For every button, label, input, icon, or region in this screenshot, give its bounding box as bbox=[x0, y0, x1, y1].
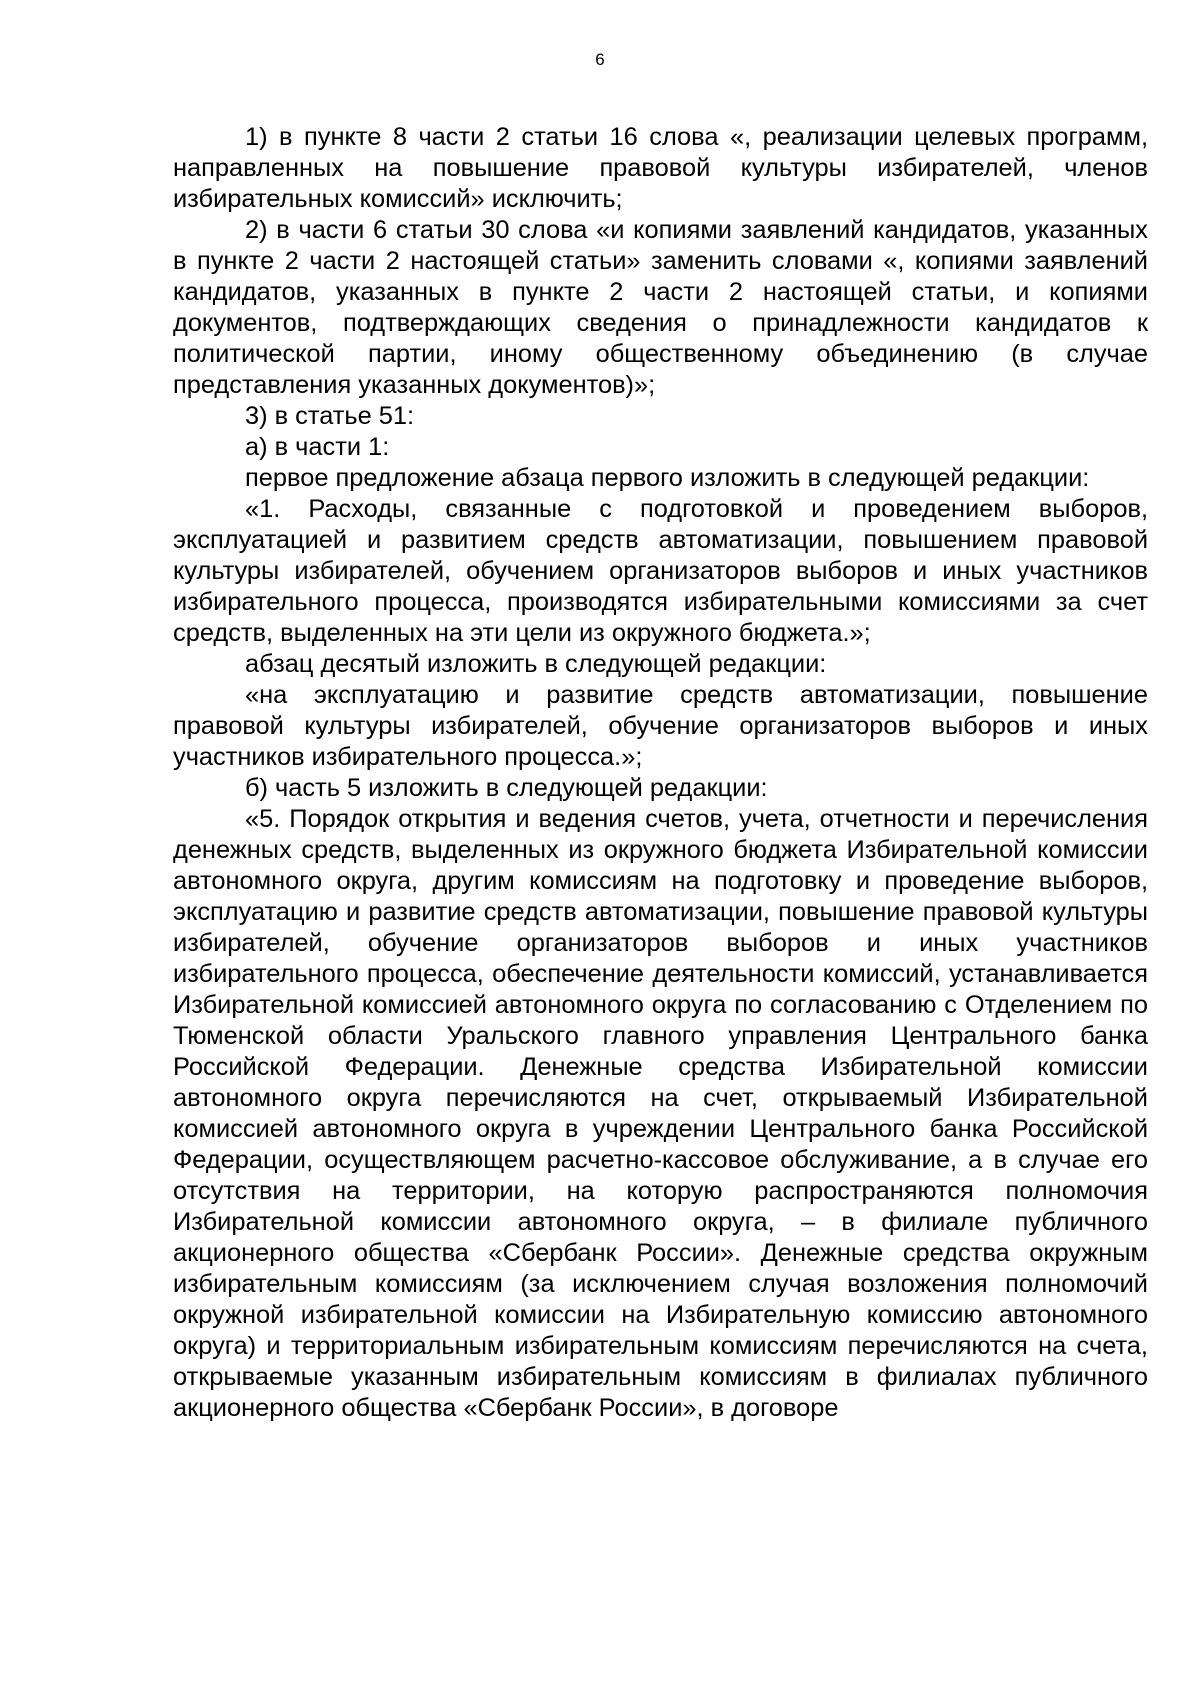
paragraph-item-4: а) в части 1: bbox=[245, 433, 390, 461]
paragraph-item-9: б) часть 5 изложить в следующей редакции: bbox=[245, 774, 768, 802]
paragraph-item-3: 3) в статье 51: bbox=[245, 402, 415, 430]
paragraph-item-1: 1) в пункте 8 части 2 статьи 16 слова «, реализации целевых программ, направленных на повышение правовой культуры избирателей, членов избирательных комиссий» исключить; bbox=[173, 123, 1148, 213]
paragraph-item-7: абзац десятый изложить в следующей редакции: bbox=[245, 650, 827, 678]
document-body bbox=[173, 122, 1148, 1424]
paragraph-item-5: первое предложение абзаца первого изложить в следующей редакции: bbox=[245, 464, 1090, 492]
paragraph-item-6: «1. Расходы, связанные с подготовкой и проведением выборов, эксплуатацией и развитием средств автоматизации, повышением правовой культуры избирателей, обучением организаторов выборов и иных участников избирательного процесса, производятся избирательными комиссиями за счет средств, выделенных на эти цели из окружного бюджета.»; bbox=[173, 495, 1148, 647]
page-number: 6 bbox=[595, 50, 605, 69]
paragraph-item-10: «5. Порядок открытия и ведения счетов, учета, отчетности и перечисления денежных средств, выделенных из окружного бюджета Избирательной комиссии автономного округа, другим комиссиям на подготовку и проведение выборов, эксплуатацию и развитие средств автоматизации, повышение правовой культуры избирателей, обучение организаторов выборов и иных участников избирательного процесса, обеспечение деятельности комиссий, устанавливается Избирательной комиссией автономного округа по согласованию с Отделением по Тюменской области Уральского главного управления Центрального банка Российской Федерации. Денежные средства Избирательной комиссии автономного округа перечисляются на счет, открываемый Избирательной комиссией автономного округа в учреждении Центрального банка Российской Федерации, осуществляющем расчетно-кассовое обслуживание, а в случае его отсутствия на территории, на которую распространяются полномочия Избирательной комиссии автономного округа, – в филиале публичного акционерного общества «Сбербанк России». Денежные средства окружным избирательным комиссиям (за исключением случая возложения полномочий окружной избирательной комиссии на Избирательную комиссию автономного округа) и территориальным избирательным комиссиям перечисляются на счета, открываемые указанным избирательным комиссиям в филиалах публичного акционерного общества «Сбербанк России», в договоре bbox=[173, 805, 1148, 1422]
paragraph-item-2: 2) в части 6 статьи 30 слова «и копиями заявлений кандидатов, указанных в пункте 2 части 2 настоящей статьи» заменить словами «, копиями заявлений кандидатов, указанных в пункте 2 части 2 настоящей статьи, и копиями документов, подтверждающих сведения о принадлежности кандидатов к политической партии, иному общественному объединению (в случае представления указанных документов)»; bbox=[173, 216, 1148, 399]
paragraph-item-8: «на эксплуатацию и развитие средств автоматизации, повышение правовой культуры избирателей, обучение организаторов выборов и иных участников избирательного процесса.»; bbox=[173, 681, 1148, 771]
